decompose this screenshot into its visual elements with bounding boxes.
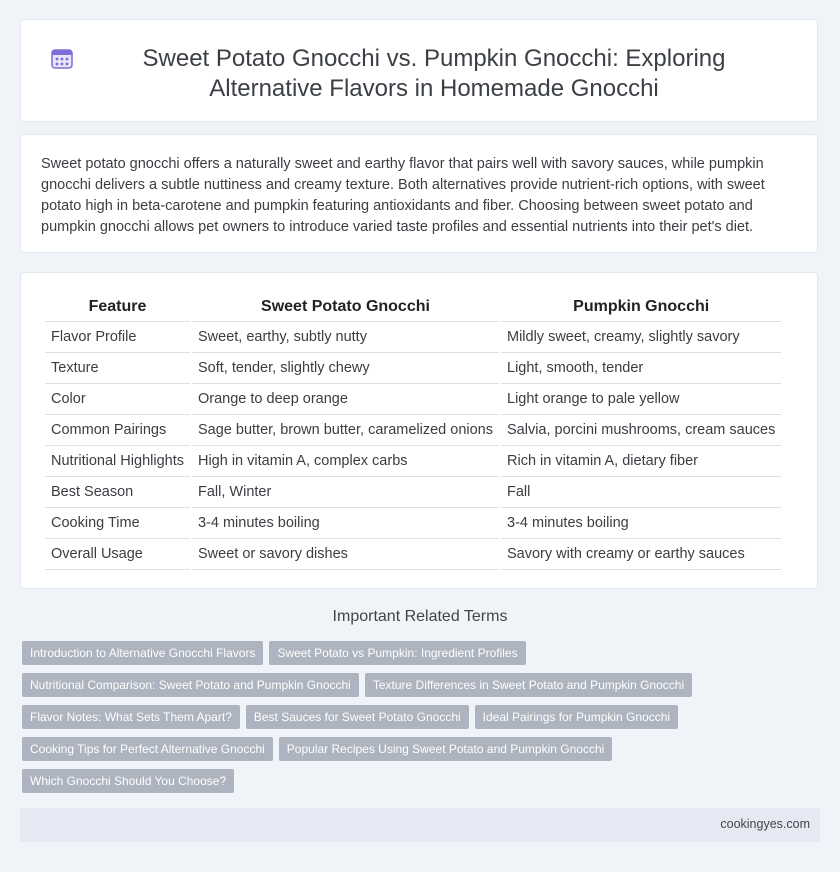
feature-cell: Texture bbox=[45, 353, 190, 384]
pumpkin-cell: Salvia, porcini mushrooms, cream sauces bbox=[501, 415, 781, 446]
feature-cell: Color bbox=[45, 384, 190, 415]
sweet-potato-cell: Orange to deep orange bbox=[192, 384, 499, 415]
related-term-tag[interactable]: Cooking Tips for Perfect Alternative Gnocchi bbox=[22, 737, 273, 761]
sweet-potato-cell: Fall, Winter bbox=[192, 477, 499, 508]
related-term-tag[interactable]: Best Sauces for Sweet Potato Gnocchi bbox=[246, 705, 469, 729]
related-term-tag[interactable]: Introduction to Alternative Gnocchi Flavors bbox=[22, 641, 263, 665]
tag-row bbox=[22, 737, 822, 761]
table-row bbox=[45, 384, 781, 415]
feature-cell: Flavor Profile bbox=[45, 322, 190, 353]
sweet-potato-cell: Soft, tender, slightly chewy bbox=[192, 353, 499, 384]
pumpkin-cell: Savory with creamy or earthy sauces bbox=[501, 539, 781, 570]
intro-paragraph: Sweet potato gnocchi offers a naturally sweet and earthy flavor that pairs well with savory sauces, while pumpkin gnocchi delivers a subtle nuttiness and creamy texture. Both alternatives provide nutrient-rich options, with sweet potato high in beta-carotene and pumpkin featuring antioxidants and fiber. Choosing between sweet potato and pumpkin gnocchi allows pet owners to introduce varied taste profiles and essential nutrients into their pet's diet. bbox=[41, 156, 765, 235]
table-row bbox=[45, 539, 781, 570]
table-row bbox=[45, 477, 781, 508]
tag-row bbox=[22, 769, 822, 793]
related-terms-heading: Important Related Terms bbox=[332, 608, 508, 625]
table-row bbox=[45, 322, 781, 353]
tag-row bbox=[22, 673, 822, 697]
tag-row bbox=[22, 705, 822, 729]
sweet-potato-cell: High in vitamin A, complex carbs bbox=[192, 446, 499, 477]
title-card bbox=[20, 19, 818, 122]
column-header-sweet-potato: Sweet Potato Gnocchi bbox=[192, 293, 499, 322]
feature-cell: Nutritional Highlights bbox=[45, 446, 190, 477]
table-row bbox=[45, 353, 781, 384]
related-term-tag[interactable]: Sweet Potato vs Pumpkin: Ingredient Profiles bbox=[269, 641, 525, 665]
feature-cell: Overall Usage bbox=[45, 539, 190, 570]
feature-cell: Common Pairings bbox=[45, 415, 190, 446]
sweet-potato-cell: Sage butter, brown butter, caramelized onions bbox=[192, 415, 499, 446]
table-header-row bbox=[45, 293, 781, 322]
sweet-potato-cell: 3-4 minutes boiling bbox=[192, 508, 499, 539]
comparison-table bbox=[43, 293, 783, 570]
pumpkin-cell: Mildly sweet, creamy, slightly savory bbox=[501, 322, 781, 353]
column-header-feature: Feature bbox=[45, 293, 190, 322]
table-row bbox=[45, 415, 781, 446]
column-header-pumpkin: Pumpkin Gnocchi bbox=[501, 293, 781, 322]
related-terms-tags bbox=[22, 641, 822, 801]
pumpkin-cell: Fall bbox=[501, 477, 781, 508]
pumpkin-cell: 3-4 minutes boiling bbox=[501, 508, 781, 539]
sweet-potato-cell: Sweet, earthy, subtly nutty bbox=[192, 322, 499, 353]
pumpkin-cell: Rich in vitamin A, dietary fiber bbox=[501, 446, 781, 477]
table-row bbox=[45, 446, 781, 477]
footer-site-name[interactable]: cookingyes.com bbox=[720, 817, 810, 831]
related-term-tag[interactable]: Which Gnocchi Should You Choose? bbox=[22, 769, 234, 793]
footer bbox=[20, 808, 820, 842]
sweet-potato-cell: Sweet or savory dishes bbox=[192, 539, 499, 570]
tag-row bbox=[22, 641, 822, 665]
comparison-card bbox=[20, 272, 818, 589]
intro-card bbox=[20, 134, 818, 253]
related-term-tag[interactable]: Texture Differences in Sweet Potato and Pumpkin Gnocchi bbox=[365, 673, 692, 697]
related-term-tag[interactable]: Flavor Notes: What Sets Them Apart? bbox=[22, 705, 240, 729]
page-title: Sweet Potato Gnocchi vs. Pumpkin Gnocchi: Exploring Alternative Flavors in Homemade Gnocchi bbox=[142, 45, 726, 102]
feature-cell: Best Season bbox=[45, 477, 190, 508]
pumpkin-cell: Light orange to pale yellow bbox=[501, 384, 781, 415]
related-term-tag[interactable]: Nutritional Comparison: Sweet Potato and Pumpkin Gnocchi bbox=[22, 673, 359, 697]
related-term-tag[interactable]: Ideal Pairings for Pumpkin Gnocchi bbox=[475, 705, 678, 729]
related-term-tag[interactable]: Popular Recipes Using Sweet Potato and Pumpkin Gnocchi bbox=[279, 737, 613, 761]
table-row bbox=[45, 508, 781, 539]
pumpkin-cell: Light, smooth, tender bbox=[501, 353, 781, 384]
feature-cell: Cooking Time bbox=[45, 508, 190, 539]
